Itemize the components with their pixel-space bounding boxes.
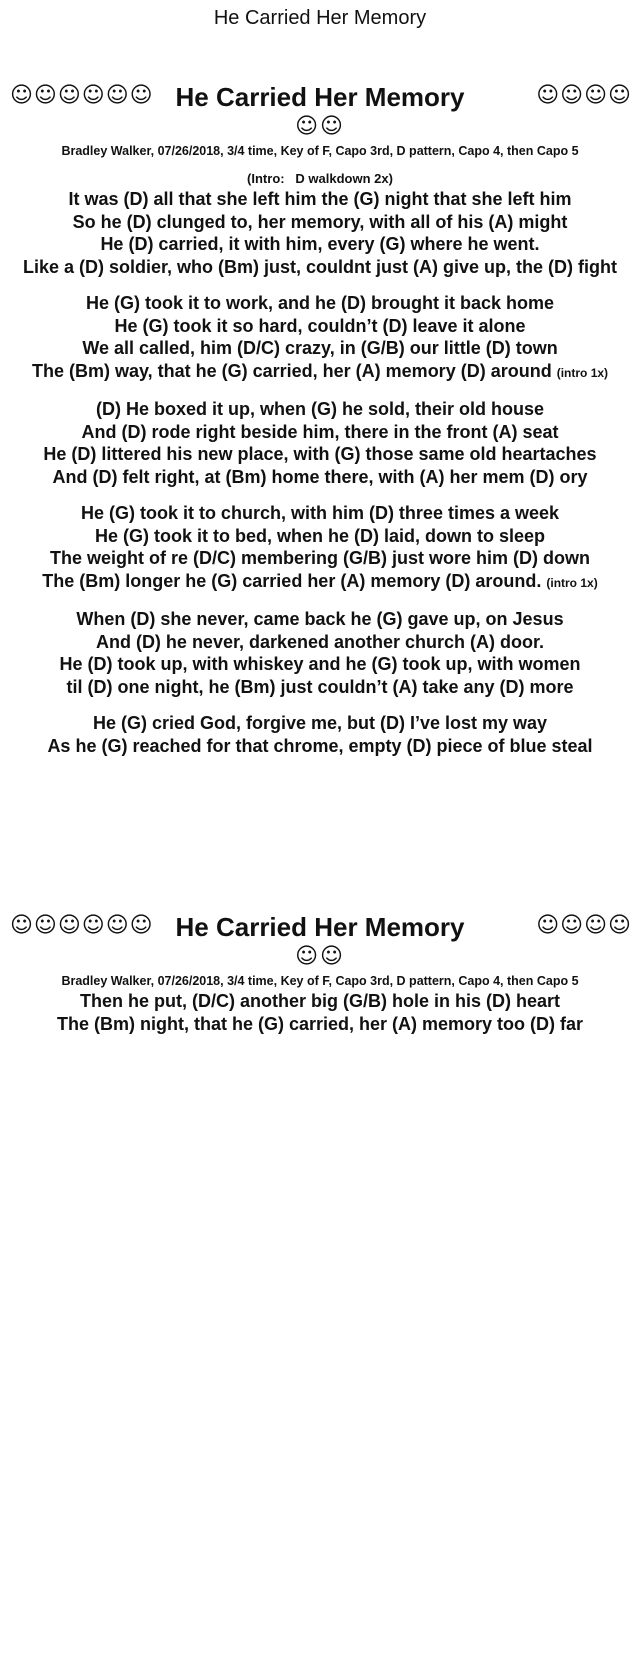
lyric-line: So he (D) clunged to, her memory, with all of his (A) might xyxy=(72,211,568,232)
lyric-line: The (Bm) way, that he (G) carried, her (A) memory (D) around (intro 1x) xyxy=(31,360,609,381)
stanza xyxy=(0,292,640,384)
song-subtitle: Bradley Walker, 07/26/2018, 3/4 time, Key of F, Capo 3rd, D pattern, Capo 4, then Capo 5 xyxy=(61,974,579,988)
lyric-line: And (D) he never, darkened another church (A) door. xyxy=(95,631,545,652)
smiley-face-icon-row-right: ☺☺☺☺ xyxy=(536,913,632,938)
lyric-line: It was (D) all that she left him the (G) night that she left him xyxy=(68,189,572,209)
lyric-line: Then he put, (D/C) another big (G/B) hole in his (D) heart xyxy=(80,991,560,1011)
lyric-line: As he (G) reached for that chrome, empty (D) piece of blue steal xyxy=(47,735,593,756)
lyric-line: The (Bm) longer he (G) carried her (A) memory (D) around. (intro 1x) xyxy=(42,570,598,591)
stanza xyxy=(0,990,640,1035)
stanza xyxy=(0,398,640,488)
stanza xyxy=(0,188,640,278)
lyric-line: He (G) took it to work, and he (D) brought it back home xyxy=(86,293,554,313)
song-header xyxy=(0,80,640,114)
lyric-line: The (Bm) night, that he (G) carried, her (A) memory too (D) far xyxy=(56,1013,584,1034)
song-title: He Carried Her Memory xyxy=(175,912,465,942)
song-subtitle: Bradley Walker, 07/26/2018, 3/4 time, Key of F, Capo 3rd, D pattern, Capo 4, then Capo 5 xyxy=(61,144,579,158)
lyric-line: He (G) took it so hard, couldn’t (D) leave it alone xyxy=(114,315,526,336)
smiley-face-icon-row-center: ☺☺ xyxy=(295,114,345,139)
lyric-line: He (G) took it to bed, when he (D) laid, down to sleep xyxy=(95,525,545,546)
song-header xyxy=(0,910,640,944)
document-title: He Carried Her Memory xyxy=(213,7,427,29)
intro-repeat-note: (intro 1x) xyxy=(546,575,598,590)
lyric-line: When (D) she never, came back he (G) gave up, on Jesus xyxy=(76,609,564,629)
lyric-line: We all called, him (D/C) crazy, in (G/B) our little (D) town xyxy=(82,338,558,358)
song-page-1 xyxy=(0,80,640,757)
stanza xyxy=(0,712,640,757)
smiley-face-icon-row-left: ☺☺☺☺☺☺ xyxy=(10,83,154,108)
stanza xyxy=(0,608,640,698)
intro-instruction: (Intro: D walkdown 2x) xyxy=(247,171,393,186)
lyric-line: And (D) rode right beside him, there in the front (A) seat xyxy=(81,421,559,442)
stanza xyxy=(0,502,640,594)
lyric-line: He (D) littered his new place, with (G) those same old heartaches xyxy=(43,444,597,464)
lyric-line: til (D) one night, he (Bm) just couldn’t (A) take any (D) more xyxy=(66,676,574,697)
lyric-line: The weight of re (D/C) membering (G/B) just wore him (D) down xyxy=(50,548,590,568)
smiley-face-icon-row-left: ☺☺☺☺☺☺ xyxy=(10,913,154,938)
lyric-line: (D) He boxed it up, when (G) he sold, their old house xyxy=(95,399,544,419)
lyric-line: And (D) felt right, at (Bm) home there, with (A) her mem (D) ory xyxy=(52,466,588,487)
lyric-line: Like a (D) soldier, who (Bm) just, couldnt just (A) give up, the (D) fight xyxy=(23,256,617,277)
smiley-face-icon-row-center: ☺☺ xyxy=(295,944,345,969)
intro-repeat-note: (intro 1x) xyxy=(556,365,609,380)
lyric-line: He (G) took it to church, with him (D) three times a week xyxy=(80,503,560,523)
smiley-face-icon-row-right: ☺☺☺☺ xyxy=(536,83,632,108)
song-title: He Carried Her Memory xyxy=(175,82,465,112)
lyric-line: He (D) took up, with whiskey and he (G) took up, with women xyxy=(59,654,581,674)
song-page-2 xyxy=(0,910,640,1035)
lyric-line: He (D) carried, it with him, every (G) where he went. xyxy=(100,234,540,254)
lyric-line: He (G) cried God, forgive me, but (D) I’ve lost my way xyxy=(92,713,548,733)
